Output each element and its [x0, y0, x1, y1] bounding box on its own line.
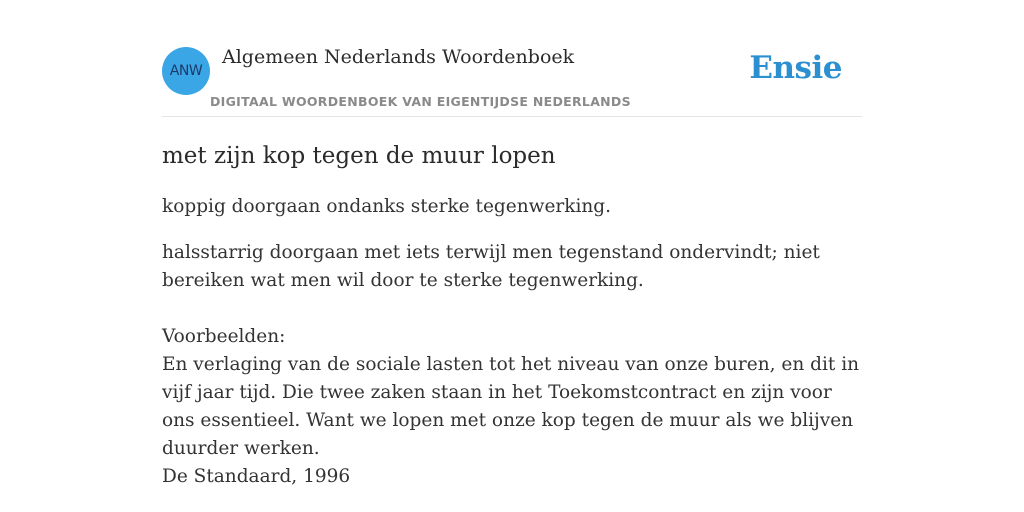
entry-headword: met zijn kop tegen de muur lopen	[162, 143, 556, 169]
anw-logo[interactable]	[162, 47, 210, 95]
page-content	[162, 0, 862, 491]
examples-label: Voorbeelden:	[162, 325, 286, 347]
example-text: En verlaging van de sociale lasten tot het niveau van onze buren, en dit in vijf jaar tijd. Die twee zaken staan in het Toekomstcontract en zijn voor ons essentieel. Want we lopen met onze kop tegen de muur als we blijven duurder werken.	[162, 353, 860, 459]
entry-definition: koppig doorgaan ondanks sterke tegenwerking.	[162, 195, 611, 217]
site-header	[162, 0, 862, 117]
entry-explanation: halsstarrig doorgaan met iets terwijl men tegenstand ondervindt; niet bereiken wat men wil door te sterke tegenwerking.	[162, 241, 820, 291]
ensie-brand-link[interactable]: Ensie	[749, 50, 842, 86]
site-subtitle: DIGITAAL WOORDENBOEK VAN EIGENTIJDSE NEDERLANDS	[210, 94, 631, 109]
example-source: De Standaard, 1996	[162, 465, 351, 487]
site-title-link[interactable]: Algemeen Nederlands Woordenboek	[222, 46, 575, 68]
anw-logo-text: ANW	[169, 63, 203, 79]
entry-examples	[162, 323, 862, 491]
